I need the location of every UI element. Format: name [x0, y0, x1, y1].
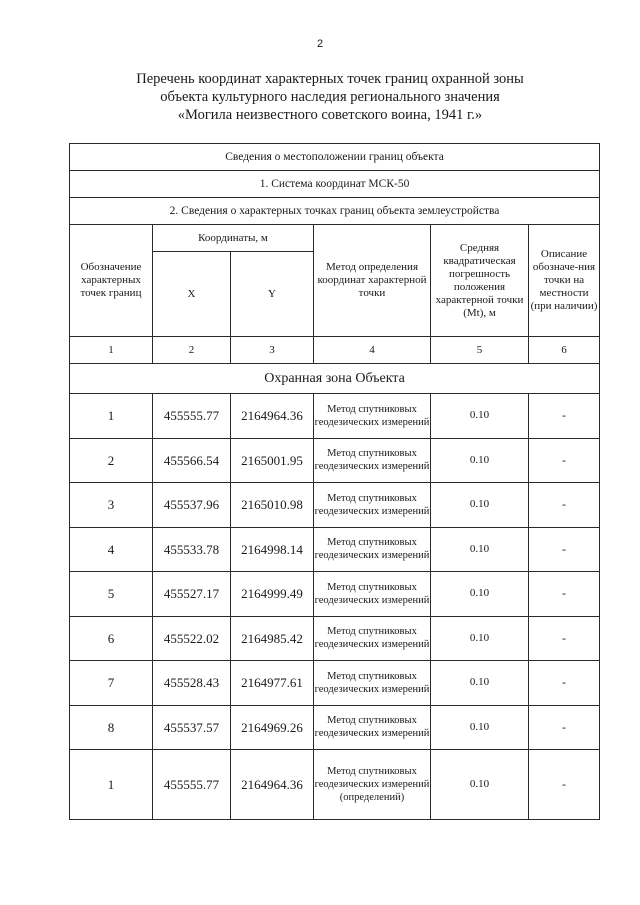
description: - [529, 705, 600, 750]
description: - [529, 527, 600, 572]
description: - [529, 572, 600, 617]
title-line-3: «Могила неизвестного советского воина, 1941 г.» [177, 107, 483, 123]
header-designation: Обозначение характерных точек границ [70, 225, 153, 337]
error: 0.10 [431, 394, 529, 439]
point-id: 7 [70, 661, 153, 706]
method: Метод спутниковых геодезических измерений [314, 438, 431, 483]
coord-y: 2164969.26 [231, 705, 314, 750]
method: Метод спутниковых геодезических измерений [314, 705, 431, 750]
header-y: Y [231, 252, 314, 337]
coord-x: 455537.96 [153, 483, 231, 528]
column-number: 5 [431, 337, 529, 364]
table-row [70, 394, 600, 439]
coord-x: 455522.02 [153, 616, 231, 661]
document-title [60, 70, 600, 124]
header-x: X [153, 252, 231, 337]
table-row [70, 527, 600, 572]
error: 0.10 [431, 527, 529, 572]
zone-title: Охранная зона Объекта [70, 364, 600, 394]
coord-y: 2164964.36 [231, 750, 314, 820]
point-id: 1 [70, 750, 153, 820]
section-header: Сведения о местоположении границ объекта [70, 144, 600, 171]
header-coordinates: Координаты, м [153, 225, 314, 252]
method: Метод спутниковых геодезических измерений [314, 483, 431, 528]
coord-x: 455555.77 [153, 394, 231, 439]
description: - [529, 483, 600, 528]
method: Метод спутниковых геодезических измерений [314, 394, 431, 439]
header-description: Описание обозначе-ния точки на местности (при наличии) [529, 225, 600, 337]
coord-y: 2164977.61 [231, 661, 314, 706]
table-row [70, 572, 600, 617]
title-line-1: Перечень координат характерных точек границ охранной зоны [136, 71, 524, 87]
point-id: 2 [70, 438, 153, 483]
table-row [70, 705, 600, 750]
point-id: 5 [70, 572, 153, 617]
table-row [70, 438, 600, 483]
coordinates-table [69, 143, 600, 820]
table-row [70, 616, 600, 661]
coord-y: 2165010.98 [231, 483, 314, 528]
coord-x: 455537.57 [153, 705, 231, 750]
description: - [529, 394, 600, 439]
coord-x: 455527.17 [153, 572, 231, 617]
coord-x: 455528.43 [153, 661, 231, 706]
method: Метод спутниковых геодезических измерений [314, 527, 431, 572]
error: 0.10 [431, 750, 529, 820]
coord-y: 2164964.36 [231, 394, 314, 439]
point-id: 6 [70, 616, 153, 661]
error: 0.10 [431, 572, 529, 617]
coord-x: 455566.54 [153, 438, 231, 483]
coord-y: 2164999.49 [231, 572, 314, 617]
point-id: 1 [70, 394, 153, 439]
column-number: 1 [70, 337, 153, 364]
coord-y: 2164998.14 [231, 527, 314, 572]
table-row [70, 750, 600, 820]
header-error: Средняя квадратическая погрешность положения характерной точки (Mt), м [431, 225, 529, 337]
point-id: 4 [70, 527, 153, 572]
point-id: 3 [70, 483, 153, 528]
column-number: 4 [314, 337, 431, 364]
description: - [529, 616, 600, 661]
method: Метод спутниковых геодезических измерений [314, 661, 431, 706]
header-method: Метод определения координат характерной точки [314, 225, 431, 337]
error: 0.10 [431, 483, 529, 528]
method: Метод спутниковых геодезических измерений [314, 616, 431, 661]
coord-x: 455533.78 [153, 527, 231, 572]
description: - [529, 750, 600, 820]
method: Метод спутниковых геодезических измерений [314, 572, 431, 617]
error: 0.10 [431, 438, 529, 483]
title-line-2: объекта культурного наследия регионального значения [160, 89, 500, 105]
table-row [70, 483, 600, 528]
point-id: 8 [70, 705, 153, 750]
column-number: 2 [153, 337, 231, 364]
error: 0.10 [431, 705, 529, 750]
method: Метод спутниковых геодезических измерений (определений) [314, 750, 431, 820]
description: - [529, 661, 600, 706]
error: 0.10 [431, 616, 529, 661]
coord-y: 2165001.95 [231, 438, 314, 483]
table-row [70, 661, 600, 706]
coord-y: 2164985.42 [231, 616, 314, 661]
page-number: 2 [316, 38, 324, 50]
coordinate-system: 1. Система координат МСК-50 [70, 171, 600, 198]
coord-x: 455555.77 [153, 750, 231, 820]
error: 0.10 [431, 661, 529, 706]
column-number: 6 [529, 337, 600, 364]
description: - [529, 438, 600, 483]
points-info: 2. Сведения о характерных точках границ объекта землеустройства [70, 198, 600, 225]
column-number: 3 [231, 337, 314, 364]
